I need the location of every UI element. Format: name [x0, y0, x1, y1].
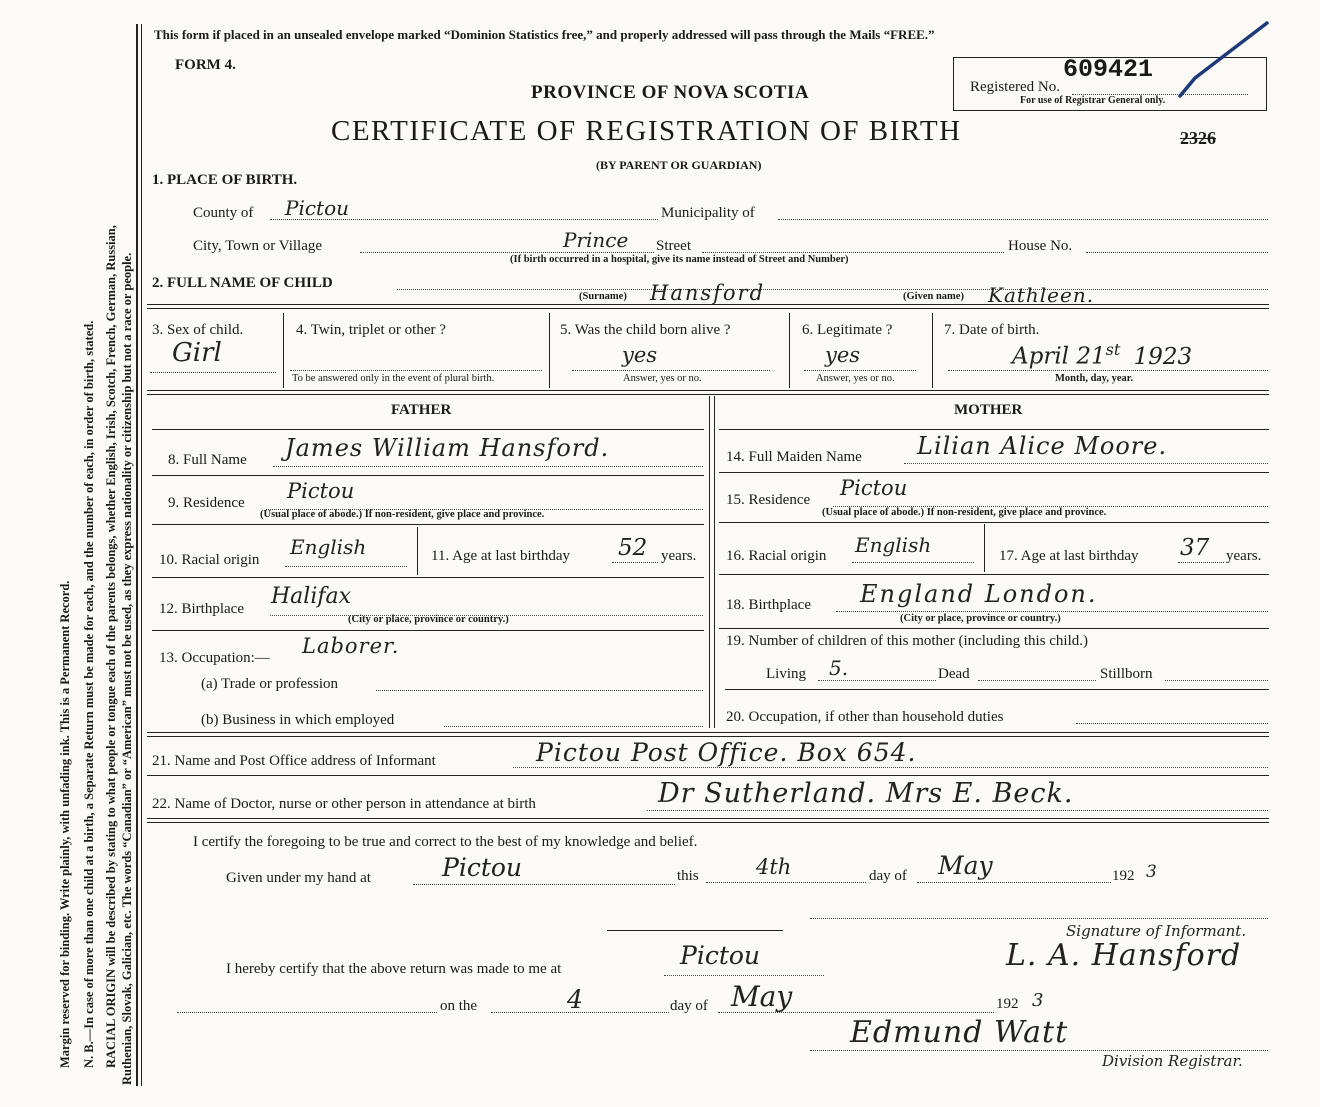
mother-dead-line	[978, 680, 1096, 681]
mother-rule-5	[719, 628, 1269, 629]
registrar-on-line-left	[177, 1012, 437, 1013]
father-heading: FATHER	[391, 402, 452, 418]
registrar-statement: I hereby certify that the above return was made to me at	[226, 961, 562, 977]
twin-label: 4. Twin, triplet or other ?	[296, 322, 446, 338]
father-occupation-value: Laborer.	[302, 634, 400, 658]
corner-mark: 2326	[1180, 128, 1216, 148]
house-line	[1086, 252, 1268, 253]
informant-label: 21. Name and Post Office address of Informant	[152, 753, 436, 769]
father-race-label: 10. Racial origin	[159, 552, 260, 568]
municipality-line	[778, 219, 1268, 220]
mother-rule-4	[719, 574, 1269, 575]
father-rule-2	[152, 475, 704, 476]
mother-age-value: 37	[1180, 535, 1210, 561]
mother-living-label: Living	[766, 666, 806, 682]
mother-birthplace-note: (City or place, province or country.)	[900, 613, 1061, 624]
registrar-year-prefix: 192	[996, 996, 1019, 1012]
mother-race-label: 16. Racial origin	[726, 548, 827, 564]
cert-day-value: 4th	[756, 855, 792, 879]
legitimate-line	[804, 370, 916, 371]
mother-name-label: 14. Full Maiden Name	[726, 449, 862, 465]
city-line	[360, 252, 654, 253]
mother-heading: MOTHER	[954, 402, 1023, 418]
county-value: Pictou	[285, 196, 350, 220]
divider-5-6	[789, 313, 790, 388]
doctor-value: Dr Sutherland. Mrs E. Beck.	[658, 778, 1074, 809]
mother-rule-6	[725, 689, 1269, 690]
divider-3-4	[283, 313, 284, 388]
registrar-on-label: on the	[440, 998, 478, 1014]
given-place-line	[413, 884, 675, 885]
registrar-signature-line	[810, 1050, 1268, 1051]
place-of-birth-heading: 1. PLACE OF BIRTH.	[152, 172, 298, 188]
surname-label: (Surname)	[579, 291, 627, 302]
center-divider-left	[709, 396, 710, 728]
father-trade-label: (a) Trade or profession	[201, 676, 339, 692]
alive-note: Answer, yes or no.	[623, 373, 702, 384]
rule-after-name	[147, 304, 1269, 305]
registrar-note: For use of Registrar General only.	[1020, 95, 1166, 106]
father-age-value: 52	[618, 535, 648, 561]
twin-note: To be answered only in the event of plural birth.	[292, 373, 495, 384]
father-rule-1	[152, 429, 704, 430]
father-rule-4	[152, 577, 704, 578]
mother-living-line	[818, 680, 936, 681]
mother-rule-1	[719, 429, 1269, 430]
mother-rule-3	[719, 522, 1269, 523]
certify-statement: I certify the foregoing to be true and correct to the best of my knowledge and belief.	[193, 834, 698, 850]
house-label: House No.	[1008, 238, 1073, 254]
sex-line	[150, 372, 276, 373]
registrar-title: Division Registrar.	[1102, 1052, 1243, 1070]
mother-occupation-label: 20. Occupation, if other than household duties	[726, 709, 1004, 725]
informant-line	[513, 767, 1268, 768]
given-place-value: Pictou	[442, 853, 523, 882]
province-title: PROVINCE OF NOVA SCOTIA	[531, 82, 810, 103]
cert-year-prefix: 192	[1112, 868, 1135, 884]
registrar-place-value: Pictou	[680, 941, 761, 970]
mother-children-label: 19. Number of children of this mother (including this child.)	[726, 633, 1089, 649]
registrar-place-line	[664, 975, 824, 976]
registrar-day-value: 4	[567, 985, 583, 1014]
registered-number: 609421	[1063, 55, 1154, 84]
mother-race-line	[852, 562, 974, 563]
given-name-value: Kathleen.	[988, 283, 1095, 307]
mother-occupation-line	[1076, 723, 1268, 724]
full-name-heading: 2. FULL NAME OF CHILD	[152, 275, 333, 291]
given-name-label: (Given name)	[903, 291, 964, 302]
cert-year-suffix: 3	[1146, 862, 1157, 882]
mother-stillborn-line	[1165, 680, 1268, 681]
mother-age-unit: years.	[1226, 548, 1262, 564]
alive-line	[572, 370, 770, 371]
cert-dayof-label: day of	[869, 868, 907, 884]
municipality-label: Municipality of	[661, 205, 755, 221]
mother-living-value: 5.	[829, 656, 849, 680]
side-note-binding: Margin reserved for binding. Write plainly, with unfading ink. This is a Permanent Record.	[58, 580, 72, 1068]
father-race-value: English	[290, 535, 367, 559]
mother-residence-value: Pictou	[840, 476, 908, 500]
form-number: FORM 4.	[175, 57, 236, 73]
father-residence-value: Pictou	[287, 479, 355, 503]
rule-after-name-2	[147, 308, 1269, 309]
mother-race-divider	[984, 524, 985, 572]
mother-race-value: English	[855, 533, 932, 557]
father-birthplace-note: (City or place, province or country.)	[348, 614, 509, 625]
document-title: CERTIFICATE OF REGISTRATION OF BIRTH	[331, 115, 962, 147]
dob-year: 1923	[1133, 343, 1193, 370]
cert-month-value: May	[938, 851, 993, 880]
mother-rule-2	[719, 472, 1269, 473]
father-age-unit: years.	[661, 548, 697, 564]
mother-residence-label: 15. Residence	[726, 492, 811, 508]
dob-label: 7. Date of birth.	[944, 322, 1040, 338]
legitimate-value: yes	[825, 343, 861, 367]
county-line	[270, 219, 658, 220]
top-notice: This form if placed in an unsealed envelope marked “Dominion Statistics free,” and properly addressed will pass through the Mails “FREE.”	[154, 27, 935, 42]
separator-short	[607, 930, 783, 931]
father-age-label: 11. Age at last birthday	[431, 548, 570, 564]
alive-value: yes	[622, 343, 658, 367]
given-under-label: Given under my hand at	[226, 870, 371, 886]
informant-value: Pictou Post Office. Box 654.	[536, 738, 917, 767]
informant-signature: L. A. Hansford	[1006, 938, 1242, 973]
document-subtitle: (BY PARENT OR GUARDIAN)	[596, 158, 762, 172]
mother-age-label: 17. Age at last birthday	[999, 548, 1139, 564]
full-name-line	[397, 289, 1268, 290]
dob-value	[1012, 340, 1192, 370]
father-race-divider	[417, 527, 418, 575]
sex-value: Girl	[172, 338, 222, 368]
rule-after-parents-2	[147, 736, 1269, 737]
legitimate-label: 6. Legitimate ?	[802, 322, 893, 338]
city-value: Prince	[563, 228, 629, 252]
hospital-note: (If birth occurred in a hospital, give its name instead of Street and Number)	[510, 254, 849, 265]
sex-label: 3. Sex of child.	[152, 322, 244, 338]
rule-after-doctor	[147, 818, 1269, 819]
informant-signature-label: Signature of Informant.	[1066, 922, 1247, 940]
city-label: City, Town or Village	[193, 238, 323, 254]
registrar-dayof-label: day of	[670, 998, 708, 1014]
cert-day-line	[706, 882, 866, 883]
father-birthplace-value: Halifax	[271, 584, 352, 609]
binding-margin-line-2	[141, 24, 142, 1086]
father-name-value: James William Hansford.	[285, 434, 610, 462]
twin-line	[290, 370, 542, 371]
mother-stillborn-label: Stillborn	[1100, 666, 1153, 682]
father-rule-3	[152, 524, 704, 525]
checkmark-icon	[1175, 18, 1275, 103]
rule-after-parents	[147, 732, 1269, 733]
street-label: Street	[656, 238, 691, 254]
registered-label: Registered No.	[970, 79, 1060, 95]
father-name-line	[273, 466, 703, 467]
rule-after-doctor-2	[147, 822, 1269, 823]
surname-value: Hansford	[650, 281, 766, 305]
father-race-line	[285, 566, 407, 567]
side-note-racial-1: RACIAL ORIGIN will be described by stating to what people or tongue each of the parents belongs, whether English, Irish, Scotch, French, German, Russian,	[104, 225, 118, 1068]
this-label: this	[677, 868, 699, 884]
father-business-label: (b) Business in which employed	[201, 712, 395, 728]
father-name-label: 8. Full Name	[168, 452, 247, 468]
dob-line	[948, 370, 1268, 371]
rule-after-row3	[147, 390, 1269, 391]
dob-note: Month, day, year.	[1055, 373, 1134, 384]
father-residence-label: 9. Residence	[168, 495, 245, 511]
mother-name-value: Lilian Alice Moore.	[917, 432, 1168, 460]
registrar-month-value: May	[731, 980, 793, 1013]
side-note-racial-2: Ruthenian, Slovak, Galician, etc. The words “Canadian” or “American” must not be used, as they express nationality or citizenship but not a race or people.	[120, 252, 134, 1085]
mother-birthplace-line	[836, 611, 1268, 612]
rule-after-informant	[147, 775, 1269, 776]
mother-dead-label: Dead	[938, 666, 970, 682]
informant-signature-line	[810, 918, 1268, 919]
doctor-line	[647, 810, 1268, 811]
father-rule-5	[152, 630, 704, 631]
mother-birthplace-value: England London.	[860, 580, 1098, 608]
legitimate-note: Answer, yes or no.	[816, 373, 895, 384]
doctor-label: 22. Name of Doctor, nurse or other person in attendance at birth	[152, 796, 536, 812]
registrar-signature: Edmund Watt	[850, 1015, 1069, 1050]
mother-age-line	[1178, 562, 1224, 563]
mother-birthplace-label: 18. Birthplace	[726, 597, 811, 613]
mother-residence-note: (Usual place of abode.) If non-resident, give place and province.	[822, 507, 1107, 518]
father-business-line	[444, 726, 703, 727]
father-age-line	[612, 562, 658, 563]
father-occupation-label: 13. Occupation:—	[159, 650, 270, 666]
side-note-nb: N. B.—In case of more than one child at a birth, a Separate Return must be made for each, and the number of each, in order of birth, stated.	[82, 320, 96, 1068]
rule-after-row3-2	[147, 394, 1269, 395]
mother-name-line	[904, 463, 1268, 464]
center-divider-right	[714, 396, 715, 728]
father-trade-line	[376, 690, 703, 691]
divider-6-7	[932, 313, 933, 388]
father-residence-note: (Usual place of abode.) If non-resident, give place and province.	[260, 509, 545, 520]
registrar-year-suffix: 3	[1032, 990, 1044, 1011]
alive-label: 5. Was the child born alive ?	[560, 322, 731, 338]
father-birthplace-label: 12. Birthplace	[159, 601, 244, 617]
divider-4-5	[549, 313, 550, 388]
county-label: County of	[193, 205, 254, 221]
binding-margin-line	[136, 24, 138, 1086]
cert-month-line	[917, 882, 1111, 883]
dob-suffix: st	[1105, 340, 1121, 359]
street-line	[702, 252, 1004, 253]
dob-month-day: April 21	[1012, 343, 1106, 370]
